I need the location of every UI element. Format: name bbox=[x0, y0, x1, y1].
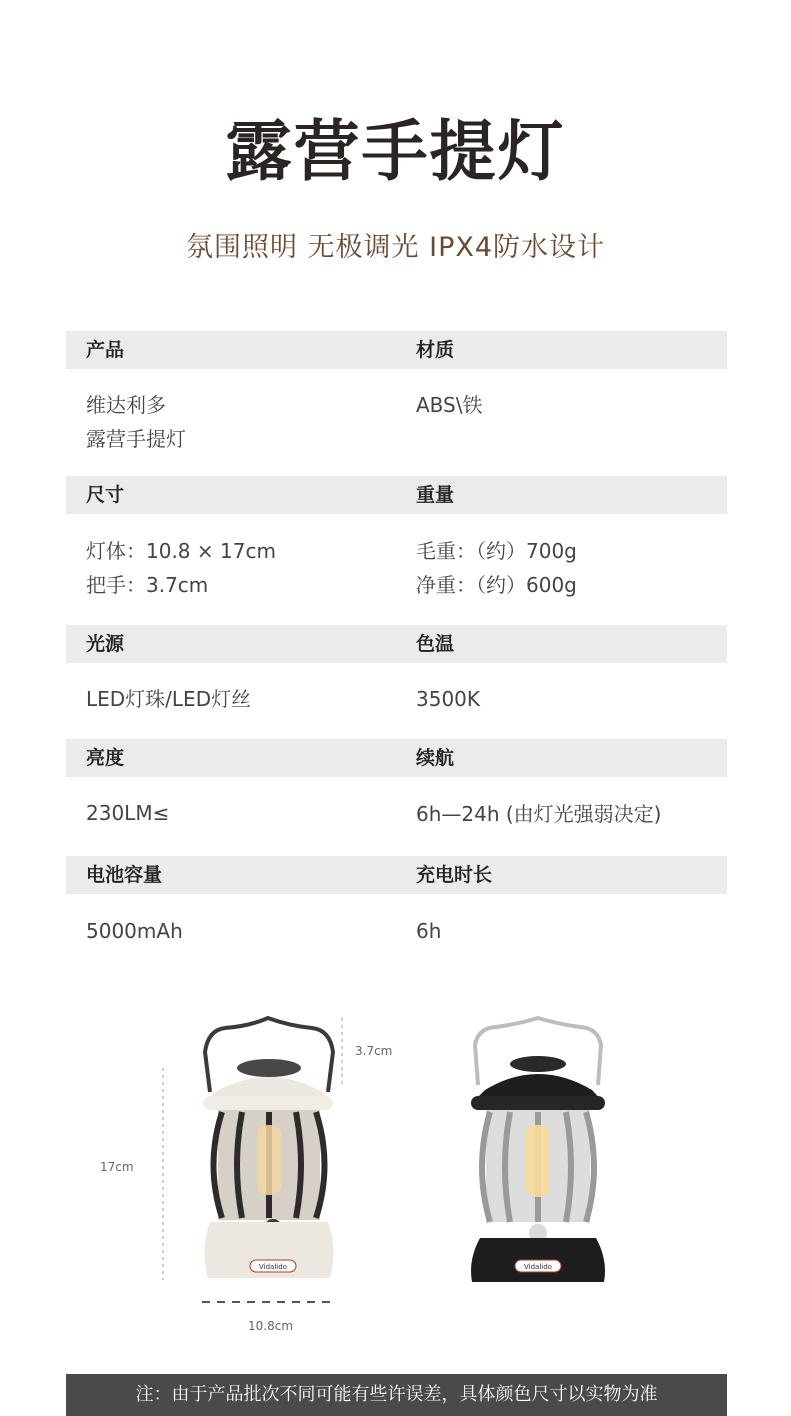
spec-header-material: 材质 bbox=[416, 339, 455, 361]
white-lantern-knob bbox=[237, 1059, 301, 1077]
black-lantern bbox=[471, 1018, 605, 1282]
white-lantern bbox=[203, 1018, 334, 1278]
black-lantern-brand-text: Vidalido bbox=[524, 1263, 552, 1271]
black-lantern-bulb bbox=[526, 1125, 550, 1197]
spec-value-product-line1: 维达利多 bbox=[86, 393, 166, 417]
spec-header-weight: 重量 bbox=[416, 484, 455, 506]
spec-header-row bbox=[66, 739, 727, 777]
spec-value-material: ABS\铁 bbox=[416, 393, 483, 417]
disclaimer-footer: 注：由于产品批次不同可能有些许误差，具体颜色尺寸以实物为准 bbox=[66, 1374, 727, 1416]
spec-value-brightness: 230LM≤ bbox=[86, 801, 170, 825]
width-dimension-label: 10.8cm bbox=[248, 1319, 294, 1333]
spec-value-charge-time: 6h bbox=[416, 919, 442, 943]
height-dimension-label: 17cm bbox=[100, 1160, 134, 1174]
spec-header-row bbox=[66, 331, 727, 369]
spec-value-net-weight: 净重：（约）600g bbox=[416, 573, 577, 597]
spec-header-light-source: 光源 bbox=[86, 633, 125, 655]
spec-value-runtime: 6h—24h (由灯光强弱决定) bbox=[416, 802, 662, 826]
spec-header-row bbox=[66, 476, 727, 514]
spec-header-product: 产品 bbox=[86, 339, 125, 361]
black-lantern-knob bbox=[510, 1056, 566, 1072]
white-lantern-bulb bbox=[257, 1125, 281, 1195]
product-images bbox=[0, 1000, 791, 1350]
spec-header-row bbox=[66, 625, 727, 663]
lanterns-illustration bbox=[0, 1000, 791, 1350]
spec-header-runtime: 续航 bbox=[416, 747, 455, 769]
spec-header-battery: 电池容量 bbox=[86, 864, 163, 886]
spec-header-row bbox=[66, 856, 727, 894]
spec-value-gross-weight: 毛重：（约）700g bbox=[416, 539, 577, 563]
spec-value-product-line2: 露营手提灯 bbox=[86, 427, 186, 451]
spec-value-body-size: 灯体：10.8 × 17cm bbox=[86, 539, 276, 563]
handle-dimension-label: 3.7cm bbox=[355, 1044, 393, 1058]
white-lantern-brand-text: Vidalido bbox=[259, 1263, 287, 1271]
spec-value-color-temp: 3500K bbox=[416, 687, 481, 711]
spec-value-light-source: LED灯珠/LED灯丝 bbox=[86, 687, 252, 711]
spec-header-size: 尺寸 bbox=[86, 484, 125, 506]
white-lantern-rim bbox=[203, 1096, 333, 1110]
black-lantern-rim bbox=[471, 1096, 605, 1110]
spec-value-handle-size: 把手：3.7cm bbox=[86, 573, 209, 597]
spec-value-battery: 5000mAh bbox=[86, 919, 183, 943]
page-title: 露营手提灯 bbox=[225, 113, 566, 190]
spec-header-color-temp: 色温 bbox=[416, 633, 455, 655]
spec-header-brightness: 亮度 bbox=[86, 747, 125, 769]
spec-header-charge-time: 充电时长 bbox=[416, 864, 493, 886]
page-subtitle: 氛围照明 无极调光 IPX4防水设计 bbox=[185, 232, 606, 263]
